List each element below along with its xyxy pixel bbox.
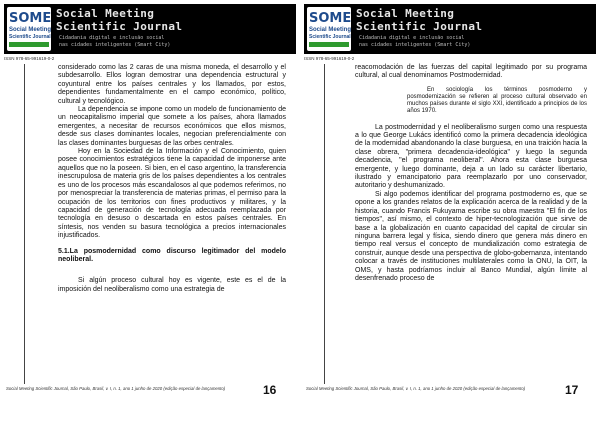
body-text [355,64,587,283]
journal-logo [307,7,351,51]
journal-banner [304,4,596,54]
journal-logo [7,7,51,51]
paragraph: Si algo podemos identificar del programa postmoderno es, que se opone a los grandes relatos de la explicación acerca de la realidad y de la historia, cuando Francis Fukuyama escribe su obra maestra "El fin de los tiempos", así mismo, el contexto de hiper-tecnologización que sirve de base a la globalización en cuanto capacidad del capital de circular sin ninguna barrera legal y física, siendo dinero que genera más dinero en tiempo real versus el concepto de mundialización como estrategia de construir, aunque desde una perspectiva de globo-gobernanza, intentando colocar a través de instituciones multilaterales como la ONU, la OIT, la OMS, y hasta podríamos incluir al Banco Mundial, algún límite al desenfrenado proceso de [355,190,587,282]
logo-green-bar [309,42,349,47]
journal-banner [4,4,296,54]
logo-letters: SOME [9,11,52,26]
logo-text-line1: Social Meeting [309,27,352,33]
logo-text-line2: Scientific Journal [9,34,51,40]
paragraph: reacomodación de las fuerzas del capital legitimado por su programa cultural, al cual denominamos Postmodernidad. [355,64,587,80]
logo-text-line2: Scientific Journal [309,34,351,40]
journal-title [56,7,182,33]
logo-letters: SOME [309,11,352,26]
spacer [58,269,286,277]
journal-subtitle [59,35,170,49]
journal-subtitle-line2: nas cidades inteligentes (Smart City) [359,42,471,48]
journal-title-line2: Scientific Journal [356,20,483,33]
logo-text-line1: Social Meeting [9,27,52,33]
paragraph: Hoy en la Sociedad de la Información y el Conocimiento, quien posee conocimientos estratégicos tiene la capacidad de imponerse ante aquellos que no la poseen. Si bien, en el caso argentino, la transferencia inescrupulosa de materia gris de los países dependientes a los centrales es uno de los procesos más escandalosos al que podemos referirnos, no por menospreciar la transferencia de materias primas, el permiso para la ocupación de los territorios con fines productivos y militares, y la capacidad de generación de tecnología adecuada reemplazada por tecnología en desuso o descartada en estos países centrales. En síntesis, nos venden su basura tecnológica a precios internacionales injustificados. [58,148,286,240]
journal-subtitle [359,35,470,49]
issn-label: ISSN 978-65-991619-0-2 [4,56,55,61]
right-page [300,0,600,424]
logo-green-bar [9,42,49,47]
body-text [58,64,286,294]
quote-text: En sociología los términos posmoderno y posmodernización se refieren al proceso cultural observado en muchos países durante el siglo XXI, identificado a principios de los años 1970. [407,86,587,115]
margin-rule [24,64,25,384]
journal-title-line1: Social Meeting [356,7,455,20]
page-footer: Social Meeting Scientific Journal, São Paulo, Brasil, v. I, n. 1, ano 1 junho de 2020 (edição especial de lançamento) [306,386,526,391]
paragraph: La postmodernidad y el neoliberalismo surgen como una respuesta a lo que George Lukács identificó como la primera decadencia ideológica de la modernidad abandonando la clase burguesa, en una traición hacia la clase obrera, "primera decadencia-ideológica" y luego la segunda decadencia, "el programa neoliberal". Ahora esta clase burguesa emergente, y luego dominante, deja a un lado su carácter libertario, ilustrado y emancipatorio para reemplazarlo por uno conservador, autoritario y deshumanizado. [355,123,587,190]
journal-title [356,7,482,33]
page-footer: Social Meeting Scientific Journal, São Paulo, Brasil, v. I, n. 1, ano 1 junho de 2020 (edição especial de lançamento) [6,386,226,391]
page-number: 17 [565,383,579,397]
journal-title-line1: Social Meeting [56,7,155,20]
margin-rule [324,64,325,384]
journal-subtitle-line1: Cidadania digital e inclusão social [359,35,465,41]
journal-title-line2: Scientific Journal [56,20,183,33]
journal-subtitle-line2: nas cidades inteligentes (Smart City) [59,42,171,48]
section-heading: 5.1.La posmodernidad como discurso legitimador del modelo neoliberal. [58,247,286,263]
block-quote [407,87,587,116]
paragraph: La dependencia se impone como un modelo de funcionamiento de un neocapitalismo imperial que somete a los países, ahora llamados emergentes, a necesitar de recursos económicos que ellos mismos, desde sus clases dominantes locales, negocian preferencialmente con las clases dominantes burguesas de las orbes centrales. [58,106,286,147]
paragraph: Si algún proceso cultural hoy es vigente, este es el de la imposición del neoliberalismo como una estrategia de [58,277,286,293]
page-number: 16 [263,383,277,397]
issn-label: ISSN 978-65-991619-0-2 [304,56,355,61]
journal-subtitle-line1: Cidadania digital e inclusão social [59,35,165,41]
paragraph: considerado como las 2 caras de una misma moneda, el desarrollo y el subdesarrollo. Ellos logran demostrar una dependencia estructural y coyuntural entre los países centrales y los llamados, por estos, dependientes fundamentalmente en el campo económico, político, cultural y tecnológico. [58,64,286,105]
